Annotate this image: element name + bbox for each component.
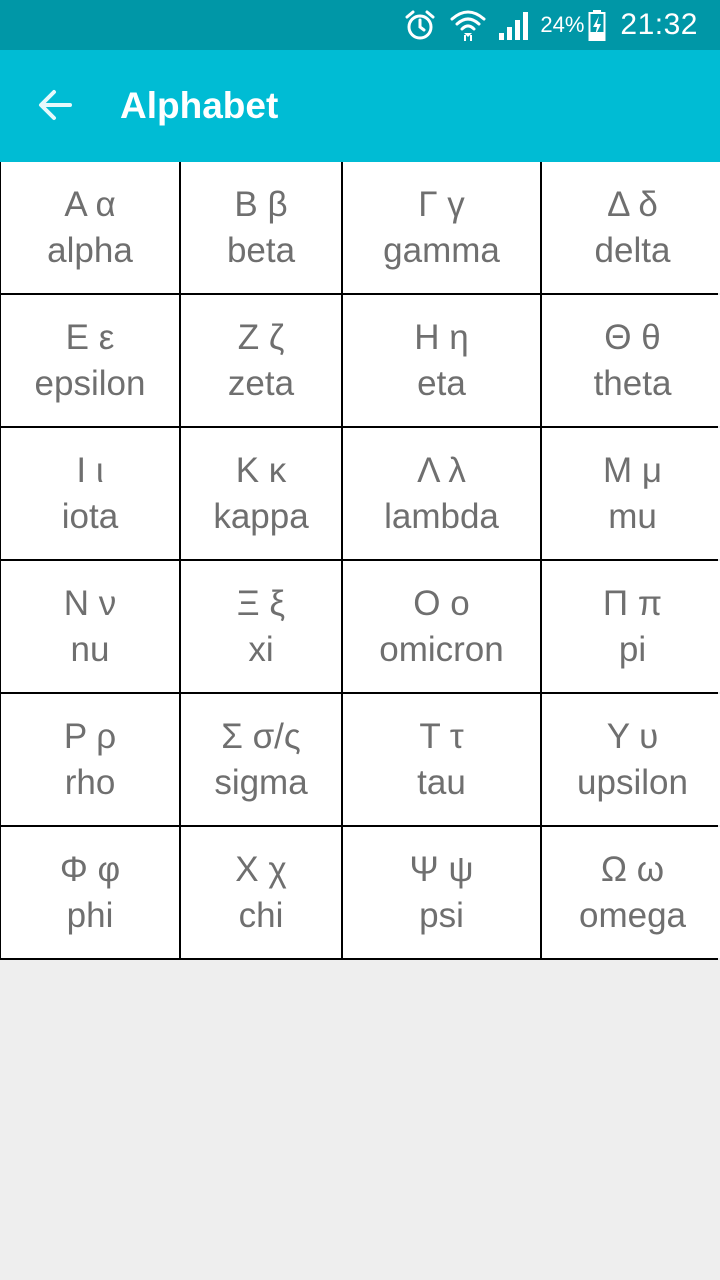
letter-glyphs: Λ λ	[417, 450, 466, 490]
letter-cell-nu[interactable]	[1, 561, 179, 692]
letter-cell-zeta[interactable]	[181, 295, 341, 426]
letter-cell-iota[interactable]	[1, 428, 179, 559]
letter-cell-eta[interactable]	[343, 295, 540, 426]
letter-glyphs: Ι ι	[76, 450, 104, 490]
status-icons	[404, 0, 698, 50]
wifi-icon	[450, 8, 486, 42]
clock: 21:32	[620, 8, 698, 41]
letter-name: omega	[578, 895, 687, 935]
battery-charging-icon	[588, 9, 606, 41]
letter-name: phi	[66, 895, 114, 935]
letter-name: mu	[608, 496, 657, 536]
letter-glyphs: Δ δ	[607, 184, 658, 224]
letter-cell-xi[interactable]	[181, 561, 341, 692]
letter-cell-epsilon[interactable]	[1, 295, 179, 426]
letter-glyphs: Ε ε	[65, 317, 115, 357]
letter-cell-upsilon[interactable]	[542, 694, 720, 825]
letter-glyphs: Φ φ	[59, 849, 121, 889]
letter-name: xi	[248, 629, 274, 669]
letter-name: theta	[593, 363, 672, 403]
letter-glyphs: Ο ο	[413, 583, 470, 623]
page-title: Alphabet	[120, 85, 279, 126]
letter-glyphs: Η η	[414, 317, 469, 357]
letter-cell-alpha[interactable]	[1, 162, 179, 293]
letter-cell-pi[interactable]	[542, 561, 720, 692]
letter-name: eta	[417, 363, 466, 403]
letter-name: epsilon	[34, 363, 146, 403]
letter-cell-beta[interactable]	[181, 162, 341, 293]
letter-glyphs: Π π	[602, 583, 663, 623]
letter-cell-lambda[interactable]	[343, 428, 540, 559]
status-bar	[0, 0, 720, 50]
letter-glyphs: Ψ ψ	[409, 849, 474, 889]
letter-name: chi	[238, 895, 284, 935]
arrow-left-icon	[37, 89, 73, 126]
letter-glyphs: Ξ ξ	[236, 583, 286, 623]
letter-cell-kappa[interactable]	[181, 428, 341, 559]
letter-name: delta	[594, 230, 671, 270]
battery-percent: 24%	[540, 12, 585, 37]
letter-cell-delta[interactable]	[542, 162, 720, 293]
letter-glyphs: Ω ω	[600, 849, 665, 889]
letter-glyphs: Θ θ	[604, 317, 661, 357]
alarm-icon	[404, 9, 436, 41]
letter-cell-theta[interactable]	[542, 295, 720, 426]
letter-name: beta	[226, 230, 296, 270]
letter-glyphs: Τ τ	[419, 716, 464, 756]
letter-glyphs: Σ σ/ς	[221, 716, 301, 756]
letter-name: psi	[419, 895, 464, 935]
signal-icon	[498, 9, 532, 41]
letter-name: lambda	[384, 496, 499, 536]
letter-glyphs: Ν ν	[63, 583, 117, 623]
letter-cell-psi[interactable]	[343, 827, 540, 958]
letter-name: tau	[417, 762, 466, 802]
back-button[interactable]	[26, 78, 84, 136]
letter-cell-omega[interactable]	[542, 827, 720, 958]
letter-cell-omicron[interactable]	[343, 561, 540, 692]
letter-glyphs: Β β	[234, 184, 288, 224]
letter-glyphs: Υ υ	[606, 716, 659, 756]
letter-cell-tau[interactable]	[343, 694, 540, 825]
letter-cell-mu[interactable]	[542, 428, 720, 559]
letter-name: rho	[64, 762, 116, 802]
letter-name: pi	[618, 629, 647, 669]
letter-cell-sigma[interactable]	[181, 694, 341, 825]
letter-name: nu	[70, 629, 110, 669]
app-bar	[0, 50, 720, 162]
letter-glyphs: Γ γ	[418, 184, 465, 224]
letter-glyphs: Ρ ρ	[63, 716, 117, 756]
letter-cell-chi[interactable]	[181, 827, 341, 958]
letter-name: alpha	[47, 230, 133, 270]
letter-name: kappa	[213, 496, 309, 536]
letter-name: gamma	[383, 230, 500, 270]
letter-cell-gamma[interactable]	[343, 162, 540, 293]
letter-cell-rho[interactable]	[1, 694, 179, 825]
letter-name: upsilon	[577, 762, 688, 802]
letter-name: zeta	[227, 363, 295, 403]
letter-glyphs: Μ μ	[602, 450, 663, 490]
letter-name: omicron	[379, 629, 504, 669]
letter-glyphs: Κ κ	[235, 450, 287, 490]
letter-glyphs: Ζ ζ	[237, 317, 285, 357]
letter-name: iota	[61, 496, 119, 536]
letter-glyphs: Χ χ	[235, 849, 287, 889]
letter-glyphs: Α α	[64, 184, 116, 224]
alphabet-grid	[0, 162, 718, 960]
letter-cell-phi[interactable]	[1, 827, 179, 958]
letter-name: sigma	[214, 762, 308, 802]
